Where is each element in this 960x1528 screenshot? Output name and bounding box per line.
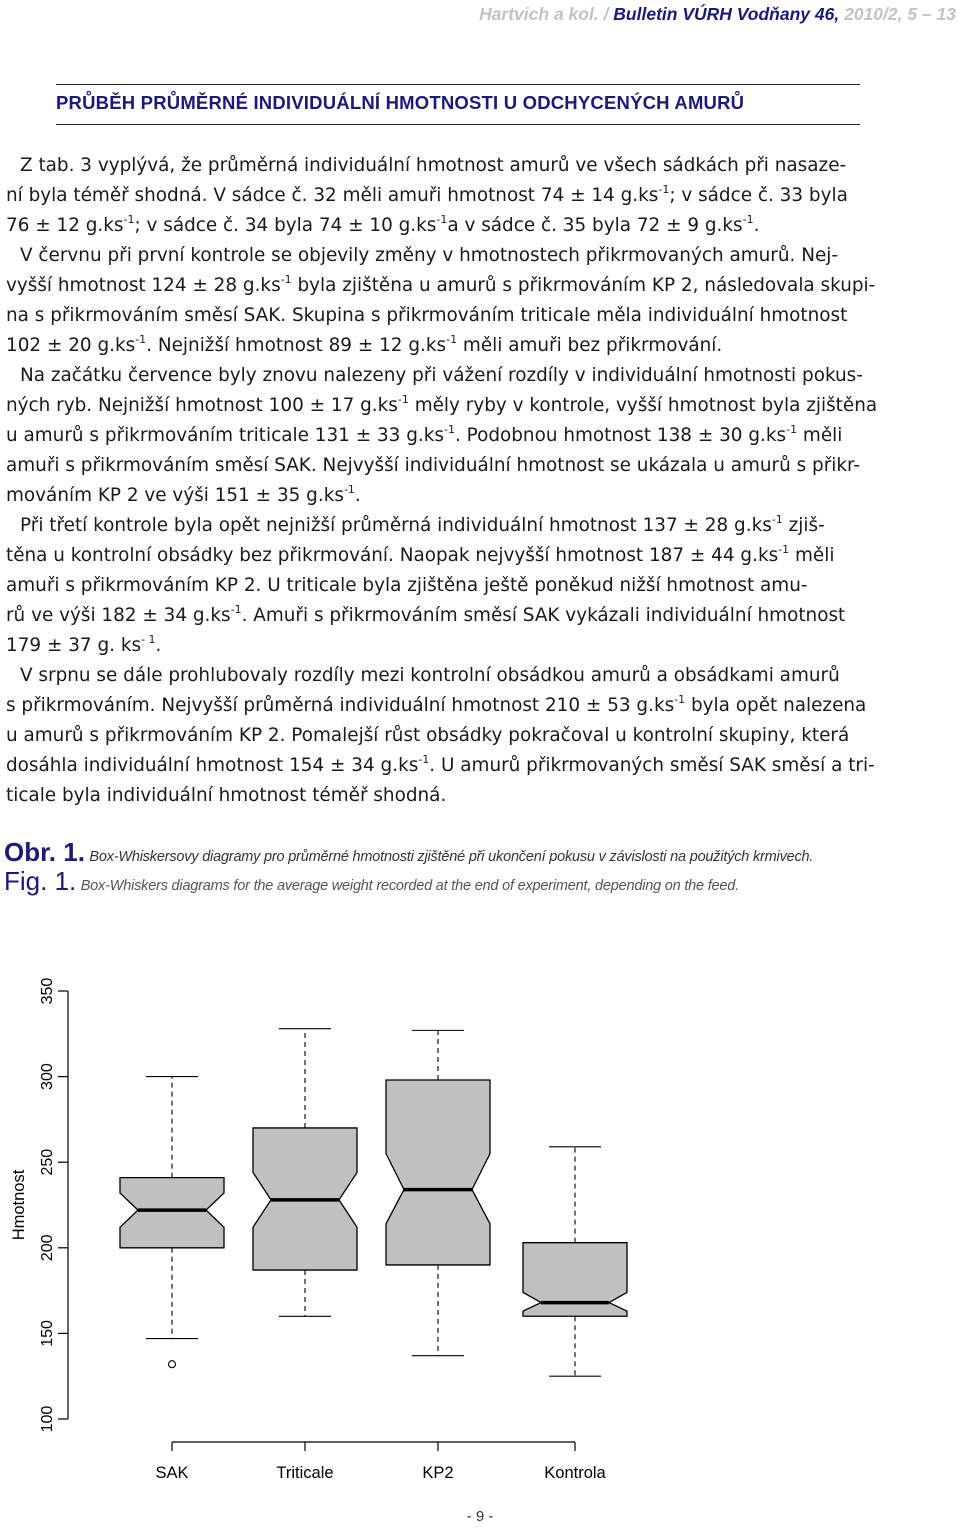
header-authors: Hartvich a kol.: [479, 4, 599, 24]
text-line: [6, 571, 960, 601]
superscript: -1: [397, 393, 409, 406]
text-run: měli amuři bez přikrmování.: [457, 335, 723, 356]
superscript: -1: [786, 423, 798, 436]
text-line: [6, 301, 960, 331]
y-axis-label: Hmotnost: [10, 1169, 28, 1241]
caption-text-cz: Box-Whiskersovy diagramy pro průměrné hmotnosti zjištěné při ukončení pokusu v závislosti na použitých krmivech.: [89, 849, 814, 865]
text-run: ; v sádce č. 33 byla: [669, 185, 848, 206]
superscript: -1: [771, 513, 783, 526]
figure-caption-en: [4, 866, 739, 897]
text-line: [6, 181, 960, 211]
text-run: a v sádce č. 35 byla 72 ± 9 g.ks: [447, 215, 743, 236]
text-run: dosáhla individuální hmotnost 154 ± 34 g.ks: [6, 755, 419, 776]
outlier-point: [169, 1361, 176, 1368]
text-line: [6, 511, 960, 541]
y-tick-label: 200: [39, 1234, 56, 1262]
superscript: -1: [280, 273, 292, 286]
text-run: . Podobnou hmotnost 138 ± 30 g.ks: [454, 425, 787, 446]
text-run: byla opět nalezena: [685, 695, 867, 716]
header-journal: Bulletin VÚRH Vodňany 46,: [613, 4, 840, 24]
text-run: byla zjištěna u amurů s přikrmováním KP 2, následovala skupi-: [291, 275, 876, 296]
figure-caption-cz: [4, 837, 813, 868]
header-issue: 2010/2, 5 – 13: [839, 4, 956, 24]
superscript: -1: [778, 543, 790, 556]
box-sak: [120, 1178, 224, 1248]
paragraph: [6, 661, 960, 811]
superscript: -1: [742, 213, 754, 226]
text-run: měli: [789, 545, 835, 566]
x-tick-label: KP2: [422, 1464, 454, 1482]
text-run: 102 ± 20 g.ks: [6, 335, 136, 356]
text-line: [6, 151, 960, 181]
superscript: -1: [658, 183, 670, 196]
text-run: V červnu při první kontrole se objevily změny v hmotnostech přikrmovaných amurů. Nej-: [20, 245, 839, 266]
box-kp2: [386, 1080, 490, 1265]
text-run: ní byla téměř shodná. V sádce č. 32 měli amuři hmotnost 74 ± 14 g.ks: [6, 185, 659, 206]
text-run: Z tab. 3 vyplývá, že průměrná individuální hmotnost amurů ve všech sádkách při nasaze-: [20, 155, 847, 176]
text-line: [6, 781, 960, 811]
text-run: na s přikrmováním směsí SAK. Skupina s přikrmováním triticale měla individuální hmotnost: [6, 305, 848, 326]
y-tick-label: 300: [39, 1063, 56, 1090]
paragraph: [6, 241, 960, 361]
header-separator: /: [598, 4, 614, 24]
text-run: . Nejnižší hmotnost 89 ± 12 g.ks: [146, 335, 447, 356]
text-run: s přikrmováním. Nejvyšší průměrná individuální hmotnost 210 ± 53 g.ks: [6, 695, 675, 716]
text-line: [6, 481, 960, 511]
y-tick-label: 250: [39, 1148, 56, 1176]
text-line: [6, 421, 960, 451]
text-run: ticale byla individuální hmotnost téměř shodná.: [6, 785, 447, 806]
text-line: [6, 391, 960, 421]
text-line: [6, 631, 960, 661]
x-tick-label: Kontrola: [544, 1464, 606, 1482]
text-run: Na začátku července byly znovu nalezeny při vážení rozdíly v individuální hmotnosti pokus-: [20, 365, 863, 386]
text-run: amuři s přikrmováním směsí SAK. Nejvyšší individuální hmotnost se ukázala u amurů s přikr-: [6, 455, 861, 476]
text-line: [6, 451, 960, 481]
text-line: [6, 691, 960, 721]
text-run: u amurů s přikrmováním KP 2. Pomalejší růst obsádky pokračoval u kontrolní skupiny, která: [6, 725, 850, 746]
text-run: . U amurů přikrmovaných směsí SAK směsí a tri-: [429, 755, 875, 776]
superscript: -1: [443, 423, 455, 436]
caption-label-cz: Obr. 1.: [4, 837, 85, 867]
superscript: -1: [418, 753, 430, 766]
text-run: mováním KP 2 ve výši 151 ± 35 g.ks: [6, 485, 344, 506]
text-run: amuři s přikrmováním KP 2. U triticale byla zjištěna ještě poněkud nižší hmotnost amu-: [6, 575, 808, 596]
boxplot-chart: [0, 930, 960, 1490]
text-line: [6, 661, 960, 691]
text-line: [6, 271, 960, 301]
paragraph: [6, 511, 960, 661]
text-run: u amurů s přikrmováním triticale 131 ± 33 g.ks: [6, 425, 444, 446]
text-line: [6, 241, 960, 271]
text-run: měly ryby v kontrole, vyšší hmotnost byla zjištěna: [408, 395, 878, 416]
text-run: 179 ± 37 g. ks: [6, 635, 142, 656]
superscript: -1: [446, 333, 458, 346]
text-line: [6, 361, 960, 391]
text-run: vyšší hmotnost 124 ± 28 g.ks: [6, 275, 281, 296]
text-run: 76 ± 12 g.ks: [6, 215, 124, 236]
text-run: V srpnu se dále prohlubovaly rozdíly mezi kontrolní obsádkou amurů a obsádkami amurů: [20, 665, 840, 686]
text-line: [6, 541, 960, 571]
text-run: zjiš-: [782, 515, 825, 536]
superscript: -1: [436, 213, 448, 226]
text-line: [6, 211, 960, 241]
superscript: - 1: [141, 633, 156, 646]
text-line: [6, 601, 960, 631]
text-line: [6, 721, 960, 751]
text-run: těna u kontrolní obsádky bez přikrmování. Naopak nejvyšší hmotnost 187 ± 44 g.ks: [6, 545, 779, 566]
body-text: [6, 151, 960, 811]
title-rule-top: [56, 84, 860, 85]
x-tick-label: SAK: [155, 1464, 189, 1482]
text-run: .: [354, 485, 361, 506]
text-run: rů ve výši 182 ± 34 g.ks: [6, 605, 231, 626]
text-run: ných ryb. Nejnižší hmotnost 100 ± 17 g.ks: [6, 395, 398, 416]
paragraph: [6, 361, 960, 511]
y-tick-label: 350: [39, 977, 56, 1005]
superscript: -1: [674, 693, 686, 706]
caption-text-en: Box-Whiskers diagrams for the average weight recorded at the end of experiment, depending on the feed.: [80, 878, 739, 894]
y-tick-label: 150: [39, 1320, 56, 1347]
superscript: -1: [230, 603, 242, 616]
text-run: . Amuři s přikrmováním směsí SAK vykázali individuální hmotnost: [241, 605, 846, 626]
text-run: .: [753, 215, 760, 236]
text-line: [6, 331, 960, 361]
paragraph: [6, 151, 960, 241]
x-tick-label: Triticale: [276, 1464, 334, 1482]
y-tick-label: 100: [39, 1405, 56, 1433]
title-rule-bottom: [56, 124, 860, 125]
caption-label-en: Fig. 1.: [4, 866, 77, 896]
text-run: měli: [797, 425, 843, 446]
text-run: Při třetí kontrole byla opět nejnižší průměrná individuální hmotnost 137 ± 28 g.ks: [20, 515, 772, 536]
superscript: -1: [123, 213, 135, 226]
superscript: -1: [135, 333, 147, 346]
text-run: .: [155, 635, 162, 656]
page-number: - 9 -: [466, 1508, 494, 1525]
running-header: [479, 4, 956, 25]
section-title: PRŮBĚH PRŮMĚRNÉ INDIVIDUÁLNÍ HMOTNOSTI U ODCHYCENÝCH AMURŮ: [56, 92, 745, 113]
superscript: -1: [343, 483, 355, 496]
text-run: ; v sádce č. 34 byla 74 ± 10 g.ks: [134, 215, 437, 236]
box-kontrola: [523, 1243, 627, 1317]
text-line: [6, 751, 960, 781]
